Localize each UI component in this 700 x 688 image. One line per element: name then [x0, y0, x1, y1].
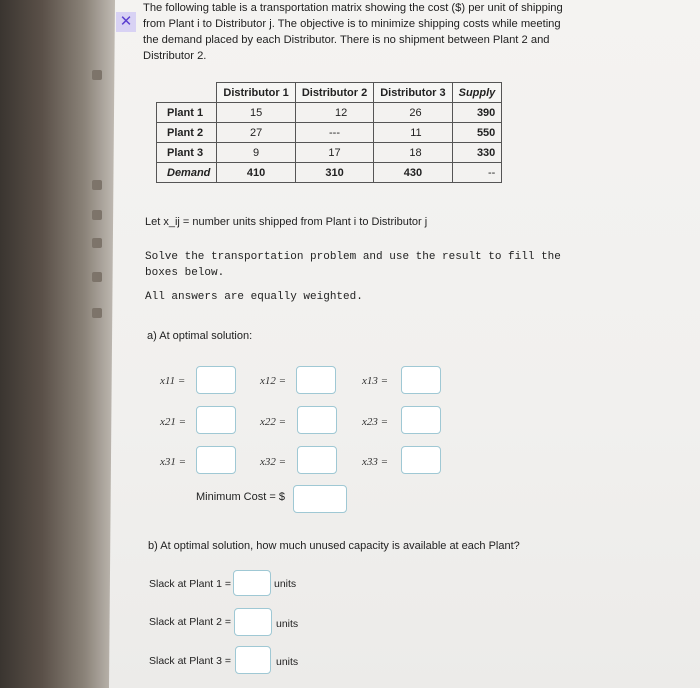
table-cell: 310 — [295, 163, 373, 183]
min-cost-label: Minimum Cost = $ — [196, 491, 285, 503]
table-cell: 550 — [452, 123, 502, 143]
var-label-x13: x13 = — [362, 375, 389, 387]
var-label-x32: x32 = — [260, 456, 287, 468]
answer-input-x23[interactable] — [401, 406, 441, 434]
table-cell: 12 — [295, 103, 373, 123]
table-cell: 330 — [452, 143, 502, 163]
weight-note: All answers are equally weighted. — [145, 291, 363, 303]
instruction-line-1: Solve the transportation problem and use the result to fill the — [145, 251, 561, 263]
slack-label-plant-1: Slack at Plant 1 = — [149, 578, 232, 590]
variable-definition: Let x_ij = number units shipped from Plant i to Distributor j — [145, 216, 428, 228]
col-header: Distributor 2 — [295, 83, 373, 103]
col-header: Distributor 1 — [217, 83, 295, 103]
col-header: Supply — [452, 83, 502, 103]
min-cost-input[interactable] — [293, 485, 347, 513]
photo-background-edge — [0, 0, 120, 688]
table-cell: 18 — [374, 143, 452, 163]
table-row — [157, 123, 502, 143]
table-row — [157, 103, 502, 123]
col-header: Distributor 3 — [374, 83, 452, 103]
table-corner — [157, 83, 217, 103]
table-header-row — [157, 83, 502, 103]
answer-input-x22[interactable] — [297, 406, 337, 434]
slack-label-plant-2: Slack at Plant 2 = — [149, 616, 232, 628]
answer-input-x21[interactable] — [196, 406, 236, 434]
answer-input-x12[interactable] — [296, 366, 336, 394]
row-header: Demand — [157, 163, 217, 183]
table-cell: 17 — [295, 143, 373, 163]
table-cell: 15 — [217, 103, 295, 123]
table-cell: 9 — [217, 143, 295, 163]
row-header: Plant 1 — [157, 103, 217, 123]
slack-input-plant-1[interactable] — [233, 570, 271, 596]
var-label-x23: x23 = — [362, 416, 389, 428]
answer-input-x31[interactable] — [196, 446, 236, 474]
table-row — [157, 143, 502, 163]
slack-input-plant-2[interactable] — [234, 608, 272, 636]
slack-input-plant-3[interactable] — [235, 646, 271, 674]
answer-input-x32[interactable] — [297, 446, 337, 474]
table-cell: 11 — [374, 123, 452, 143]
var-label-x31: x31 = — [160, 456, 187, 468]
table-cell: --- — [295, 123, 373, 143]
cost-table — [156, 82, 502, 183]
var-label-x21: x21 = — [160, 416, 187, 428]
table-cell: 26 — [374, 103, 452, 123]
table-cell: 27 — [217, 123, 295, 143]
question-intro: The following table is a transportation matrix showing the cost ($) per unit of shipping from Plant i to Distributor j. The objective is to minimize shipping costs while meeting the demand placed by each Distributor. There is no shipment between Plant 2 and Distributor 2. — [143, 2, 563, 62]
table-row — [157, 163, 502, 183]
var-label-x11: x11 = — [160, 375, 186, 387]
answer-input-x33[interactable] — [401, 446, 441, 474]
row-header: Plant 3 — [157, 143, 217, 163]
var-label-x12: x12 = — [260, 375, 287, 387]
part-b-label: b) At optimal solution, how much unused capacity is available at each Plant? — [148, 540, 520, 552]
table-cell: 390 — [452, 103, 502, 123]
answer-input-x13[interactable] — [401, 366, 441, 394]
instruction-line-2: boxes below. — [145, 267, 225, 279]
var-label-x22: x22 = — [260, 416, 287, 428]
units-label: units — [276, 656, 299, 668]
table-cell: 410 — [217, 163, 295, 183]
slack-label-plant-3: Slack at Plant 3 = — [149, 655, 232, 667]
units-label: units — [276, 618, 299, 630]
table-cell: 430 — [374, 163, 452, 183]
answer-input-x11[interactable] — [196, 366, 236, 394]
row-header: Plant 2 — [157, 123, 217, 143]
close-icon[interactable]: ✕ — [116, 12, 136, 32]
var-label-x33: x33 = — [362, 456, 389, 468]
table-cell: -- — [452, 163, 502, 183]
part-a-label: a) At optimal solution: — [147, 330, 253, 342]
units-label: units — [274, 578, 297, 590]
